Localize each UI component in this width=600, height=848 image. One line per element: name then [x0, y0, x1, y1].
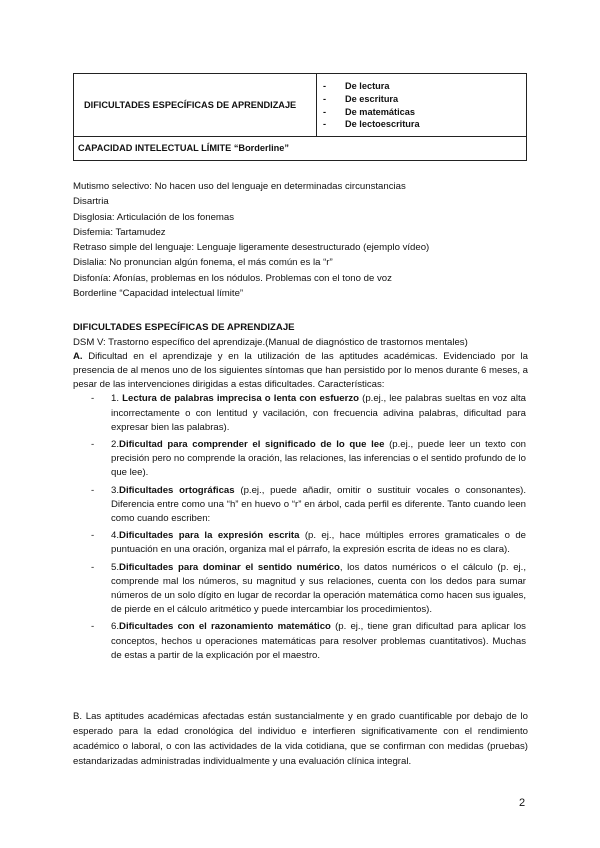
dash-bullet: -: [91, 530, 95, 542]
criterion-a-text: Dificultad en el aprendizaje y en la utilización de las aptitudes académicas. Evidenciado por la presencia de al menos uno de los siguientes síntomas que han persistido por lo menos durante 6 meses, a pesar de las intervenciones dirigidas a estas dificultades. Características:: [73, 350, 528, 391]
list-item-text: De escritura: [345, 93, 399, 104]
dsm-line: DSM V: Trastorno específico del aprendizaje.(Manual de diagnóstico de trastornos mentales): [73, 336, 468, 348]
dash-bullet: -: [91, 621, 95, 633]
list-item: [323, 80, 520, 93]
list-item: [73, 484, 528, 527]
dash-bullet: -: [323, 106, 327, 117]
item-title: Dificultades para la expresión escrita: [119, 530, 300, 542]
list-item-text: De lectoescritura: [345, 119, 420, 130]
table-cell-label: DIFICULTADES ESPECÍFICAS DE APRENDIZAJE: [74, 74, 317, 137]
definition-line: Disfemia: Tartamudez: [73, 226, 166, 238]
item-title: Dificultad para comprender el significado de lo que lee: [119, 439, 385, 451]
characteristics-list: [73, 392, 528, 663]
definition-line: Disartria: [73, 196, 109, 208]
item-number: 3.: [111, 484, 120, 496]
table-row: [74, 74, 527, 137]
table-cell-label: CAPACIDAD INTELECTUAL LÍMITE “Borderline”: [74, 137, 527, 161]
dash-bullet: -: [91, 484, 95, 496]
item-text: (p.ej., lee palabras sueltas en voz alta incorrectamente o con lentitud y vacilación, con frecuencia adivina palabras, dificultad para expresar bien las palabras).: [111, 393, 526, 433]
dash-bullet: -: [323, 81, 327, 92]
list-item: [73, 620, 528, 663]
dash-bullet: -: [91, 393, 95, 405]
item-number: 1.: [111, 393, 120, 405]
item-title: Dificultades para dominar el sentido numérico: [119, 561, 340, 573]
dash-bullet: -: [323, 93, 327, 104]
item-number: 5.: [111, 561, 120, 573]
list-item-text: De lectura: [345, 81, 390, 92]
list-item: [323, 93, 520, 106]
list-item: [73, 561, 528, 618]
definition-line: Dislalia: No pronuncian algún fonema, el más común es la “r”: [73, 257, 333, 269]
criterion-a-label: A.: [73, 350, 83, 362]
definition-line: Borderline “Capacidad intelectual límite”: [73, 288, 244, 300]
definition-line: Mutismo selectivo: No hacen uso del lenguaje en determinadas circunstancias: [73, 181, 406, 192]
item-number: 2.: [111, 439, 120, 451]
item-text: (p. ej., hace múltiples errores gramaticales o de puntuación en una oración, organiza mal el párrafo, la expresión escrita de ideas no es clara).: [111, 530, 526, 556]
item-title: Dificultades ortográficas: [119, 484, 235, 496]
definition-line: Retraso simple del lenguaje: Lenguaje ligeramente desestructurado (ejemplo vídeo): [73, 242, 430, 254]
dash-bullet: -: [91, 439, 95, 451]
item-title: Dificultades con el razonamiento matemático: [119, 621, 331, 633]
summary-table: [73, 73, 527, 161]
item-title: Lectura de palabras imprecisa o lenta con esfuerzo: [122, 393, 359, 405]
item-number: 4.: [111, 530, 120, 542]
item-text: (p. ej., tiene gran dificultad para aplicar los conceptos, hechos u operaciones matemáticas para resolver problemas cuantitativos). Muchas de estas a partir de la explicación por el maestro.: [111, 621, 526, 661]
list-item: [323, 118, 520, 131]
dsm-section: [73, 321, 528, 666]
item-text: , los datos numéricos o el cálculo (p. ej., comprende mal los números, su magnitud y sus relaciones, cuenta con los dedos para sumar números de un solo dígito en lugar de recordar la operación matemática como hacen sus iguales, de pierde en el cálculo aritmético y puede intercambiar los procedimientos).: [111, 561, 527, 616]
section-heading: DIFICULTADES ESPECÍFICAS DE APRENDIZAJE: [73, 322, 295, 333]
list-item: [73, 529, 528, 557]
list-item-text: De matemáticas: [345, 106, 415, 117]
definition-line: Disfonía: Afonías, problemas en los nódulos. Problemas con el tono de voz: [73, 272, 392, 284]
criterion-a: [73, 350, 528, 393]
list-item: [73, 438, 528, 481]
table-cell-list: [317, 74, 527, 137]
page-number: 2: [519, 797, 526, 809]
dash-bullet: -: [91, 561, 95, 573]
dash-bullet: -: [323, 119, 327, 130]
list-item: [73, 392, 528, 435]
criterion-b: B. Las aptitudes académicas afectadas están sustancialmente y en grado cuantificable por debajo de lo esperado para la edad cronológica del individuo e interfieren significativamente con el rendimiento académico o laboral, o con las actividades de la vida cotidiana, que se confirman con medidas (pruebas) estandarizadas administradas individualmente y una evaluación clínica integral.: [73, 711, 528, 767]
item-text: (p.ej., puede añadir, omitir o sustituir vocales o consonantes). Diferencia entre como una “h” en huevo o “r” en árbol, cada perfil es diferente. Tanto cuando leen como cuando escriben:: [111, 484, 526, 525]
table-row: [74, 137, 527, 161]
item-text: (p.ej., puede leer un texto con precisión pero no comprende la oración, las relaciones, las inferencias o el sentido profundo de lo que lee).: [111, 439, 526, 479]
list-item: [323, 106, 520, 119]
definition-line: Disglosia: Articulación de los fonemas: [73, 211, 235, 223]
item-number: 6.: [111, 621, 120, 633]
definitions-list: [73, 179, 533, 301]
